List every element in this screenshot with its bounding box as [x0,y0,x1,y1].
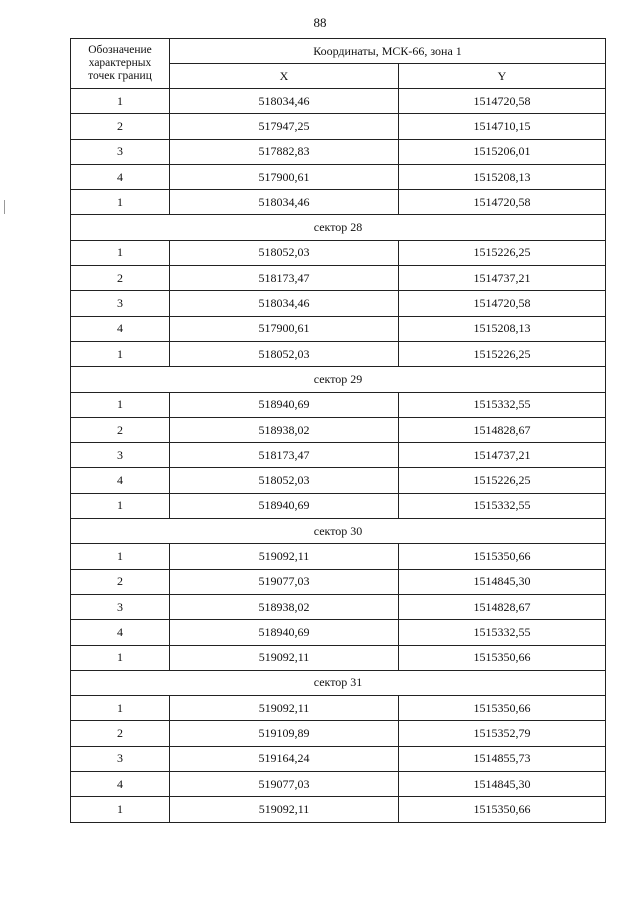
table-row [71,240,606,265]
table-row [71,746,606,771]
table-row [71,266,606,291]
x-coordinate-cell: 518034,46 [170,89,399,114]
y-coordinate-cell: 1514845,30 [399,569,606,594]
y-coordinate-cell: 1515208,13 [399,316,606,341]
point-cell: 3 [71,443,170,468]
table-row [71,721,606,746]
point-cell: 4 [71,620,170,645]
y-coordinate-cell: 1515226,25 [399,468,606,493]
y-coordinate-cell: 1514855,73 [399,746,606,771]
x-coordinate-cell: 519077,03 [170,569,399,594]
table-row [71,417,606,442]
point-cell: 4 [71,772,170,797]
sector-label: сектор 31 [71,670,606,695]
point-cell: 1 [71,341,170,366]
point-cell: 1 [71,645,170,670]
table-row [71,797,606,822]
y-coordinate-cell: 1514720,58 [399,291,606,316]
y-coordinate-cell: 1514828,67 [399,594,606,619]
y-coordinate-cell: 1514737,21 [399,266,606,291]
point-cell: 1 [71,797,170,822]
table-row [71,316,606,341]
sector-label: сектор 30 [71,519,606,544]
y-coordinate-cell: 1514737,21 [399,443,606,468]
x-coordinate-cell: 518052,03 [170,341,399,366]
y-coordinate-cell: 1515226,25 [399,341,606,366]
x-coordinate-cell: 519164,24 [170,746,399,771]
table-row [71,291,606,316]
point-cell: 4 [71,316,170,341]
point-cell: 1 [71,696,170,721]
point-cell: 3 [71,594,170,619]
scan-margin-mark [4,200,8,214]
point-cell: 1 [71,392,170,417]
table-row [71,493,606,518]
table-row [71,544,606,569]
sector-row [71,215,606,240]
x-coordinate-cell: 519077,03 [170,772,399,797]
x-coordinate-cell: 518034,46 [170,190,399,215]
y-coordinate-cell: 1515226,25 [399,240,606,265]
x-coordinate-cell: 518173,47 [170,266,399,291]
x-coordinate-cell: 519109,89 [170,721,399,746]
y-coordinate-cell: 1515332,55 [399,620,606,645]
y-coordinate-cell: 1514828,67 [399,417,606,442]
x-coordinate-cell: 517900,61 [170,164,399,189]
x-coordinate-cell: 518940,69 [170,493,399,518]
x-coordinate-cell: 518940,69 [170,620,399,645]
sector-row [71,367,606,392]
y-coordinate-cell: 1515350,66 [399,544,606,569]
table-row [71,114,606,139]
y-coordinate-cell: 1515332,55 [399,493,606,518]
y-coordinate-cell: 1514720,58 [399,190,606,215]
y-coordinate-cell: 1515206,01 [399,139,606,164]
y-coordinate-cell: 1515350,66 [399,797,606,822]
y-coordinate-cell: 1514710,15 [399,114,606,139]
x-coordinate-cell: 519092,11 [170,797,399,822]
x-coordinate-cell: 518052,03 [170,240,399,265]
y-column-header: Y [399,64,606,89]
x-coordinate-cell: 519092,11 [170,544,399,569]
point-cell: 1 [71,240,170,265]
coordinates-table [70,38,606,823]
point-cell: 2 [71,114,170,139]
point-cell: 2 [71,266,170,291]
x-coordinate-cell: 518173,47 [170,443,399,468]
x-coordinate-cell: 517882,83 [170,139,399,164]
table-row [71,341,606,366]
table-row [71,569,606,594]
table-row [71,443,606,468]
point-cell: 1 [71,544,170,569]
x-coordinate-cell: 518938,02 [170,417,399,442]
x-coordinate-cell: 518940,69 [170,392,399,417]
point-cell: 2 [71,569,170,594]
x-coordinate-cell: 518938,02 [170,594,399,619]
y-coordinate-cell: 1514845,30 [399,772,606,797]
point-cell: 3 [71,139,170,164]
x-coordinate-cell: 519092,11 [170,645,399,670]
table-row [71,772,606,797]
y-coordinate-cell: 1515332,55 [399,392,606,417]
table-row [71,164,606,189]
y-coordinate-cell: 1515350,66 [399,645,606,670]
point-cell: 2 [71,417,170,442]
point-cell: 1 [71,190,170,215]
table-row [71,190,606,215]
y-coordinate-cell: 1515208,13 [399,164,606,189]
sector-row [71,670,606,695]
point-designation-header: Обозначение характерных точек границ [71,39,170,89]
x-coordinate-cell: 519092,11 [170,696,399,721]
sector-row [71,519,606,544]
y-coordinate-cell: 1515352,79 [399,721,606,746]
x-column-header: X [170,64,399,89]
point-cell: 4 [71,164,170,189]
table-row [71,696,606,721]
table-row [71,139,606,164]
coordinates-system-header: Координаты, МСК-66, зона 1 [170,39,606,64]
table-row [71,89,606,114]
point-cell: 1 [71,493,170,518]
sector-label: сектор 29 [71,367,606,392]
table-row [71,645,606,670]
point-cell: 4 [71,468,170,493]
point-cell: 2 [71,721,170,746]
point-cell: 1 [71,89,170,114]
y-coordinate-cell: 1514720,58 [399,89,606,114]
sector-label: сектор 28 [71,215,606,240]
point-cell: 3 [71,291,170,316]
table-header-row [71,39,606,64]
table-row [71,594,606,619]
x-coordinate-cell: 517900,61 [170,316,399,341]
x-coordinate-cell: 517947,25 [170,114,399,139]
table-row [71,620,606,645]
point-cell: 3 [71,746,170,771]
table-row [71,468,606,493]
x-coordinate-cell: 518034,46 [170,291,399,316]
x-coordinate-cell: 518052,03 [170,468,399,493]
y-coordinate-cell: 1515350,66 [399,696,606,721]
page-number: 88 [313,15,327,30]
table-row [71,392,606,417]
